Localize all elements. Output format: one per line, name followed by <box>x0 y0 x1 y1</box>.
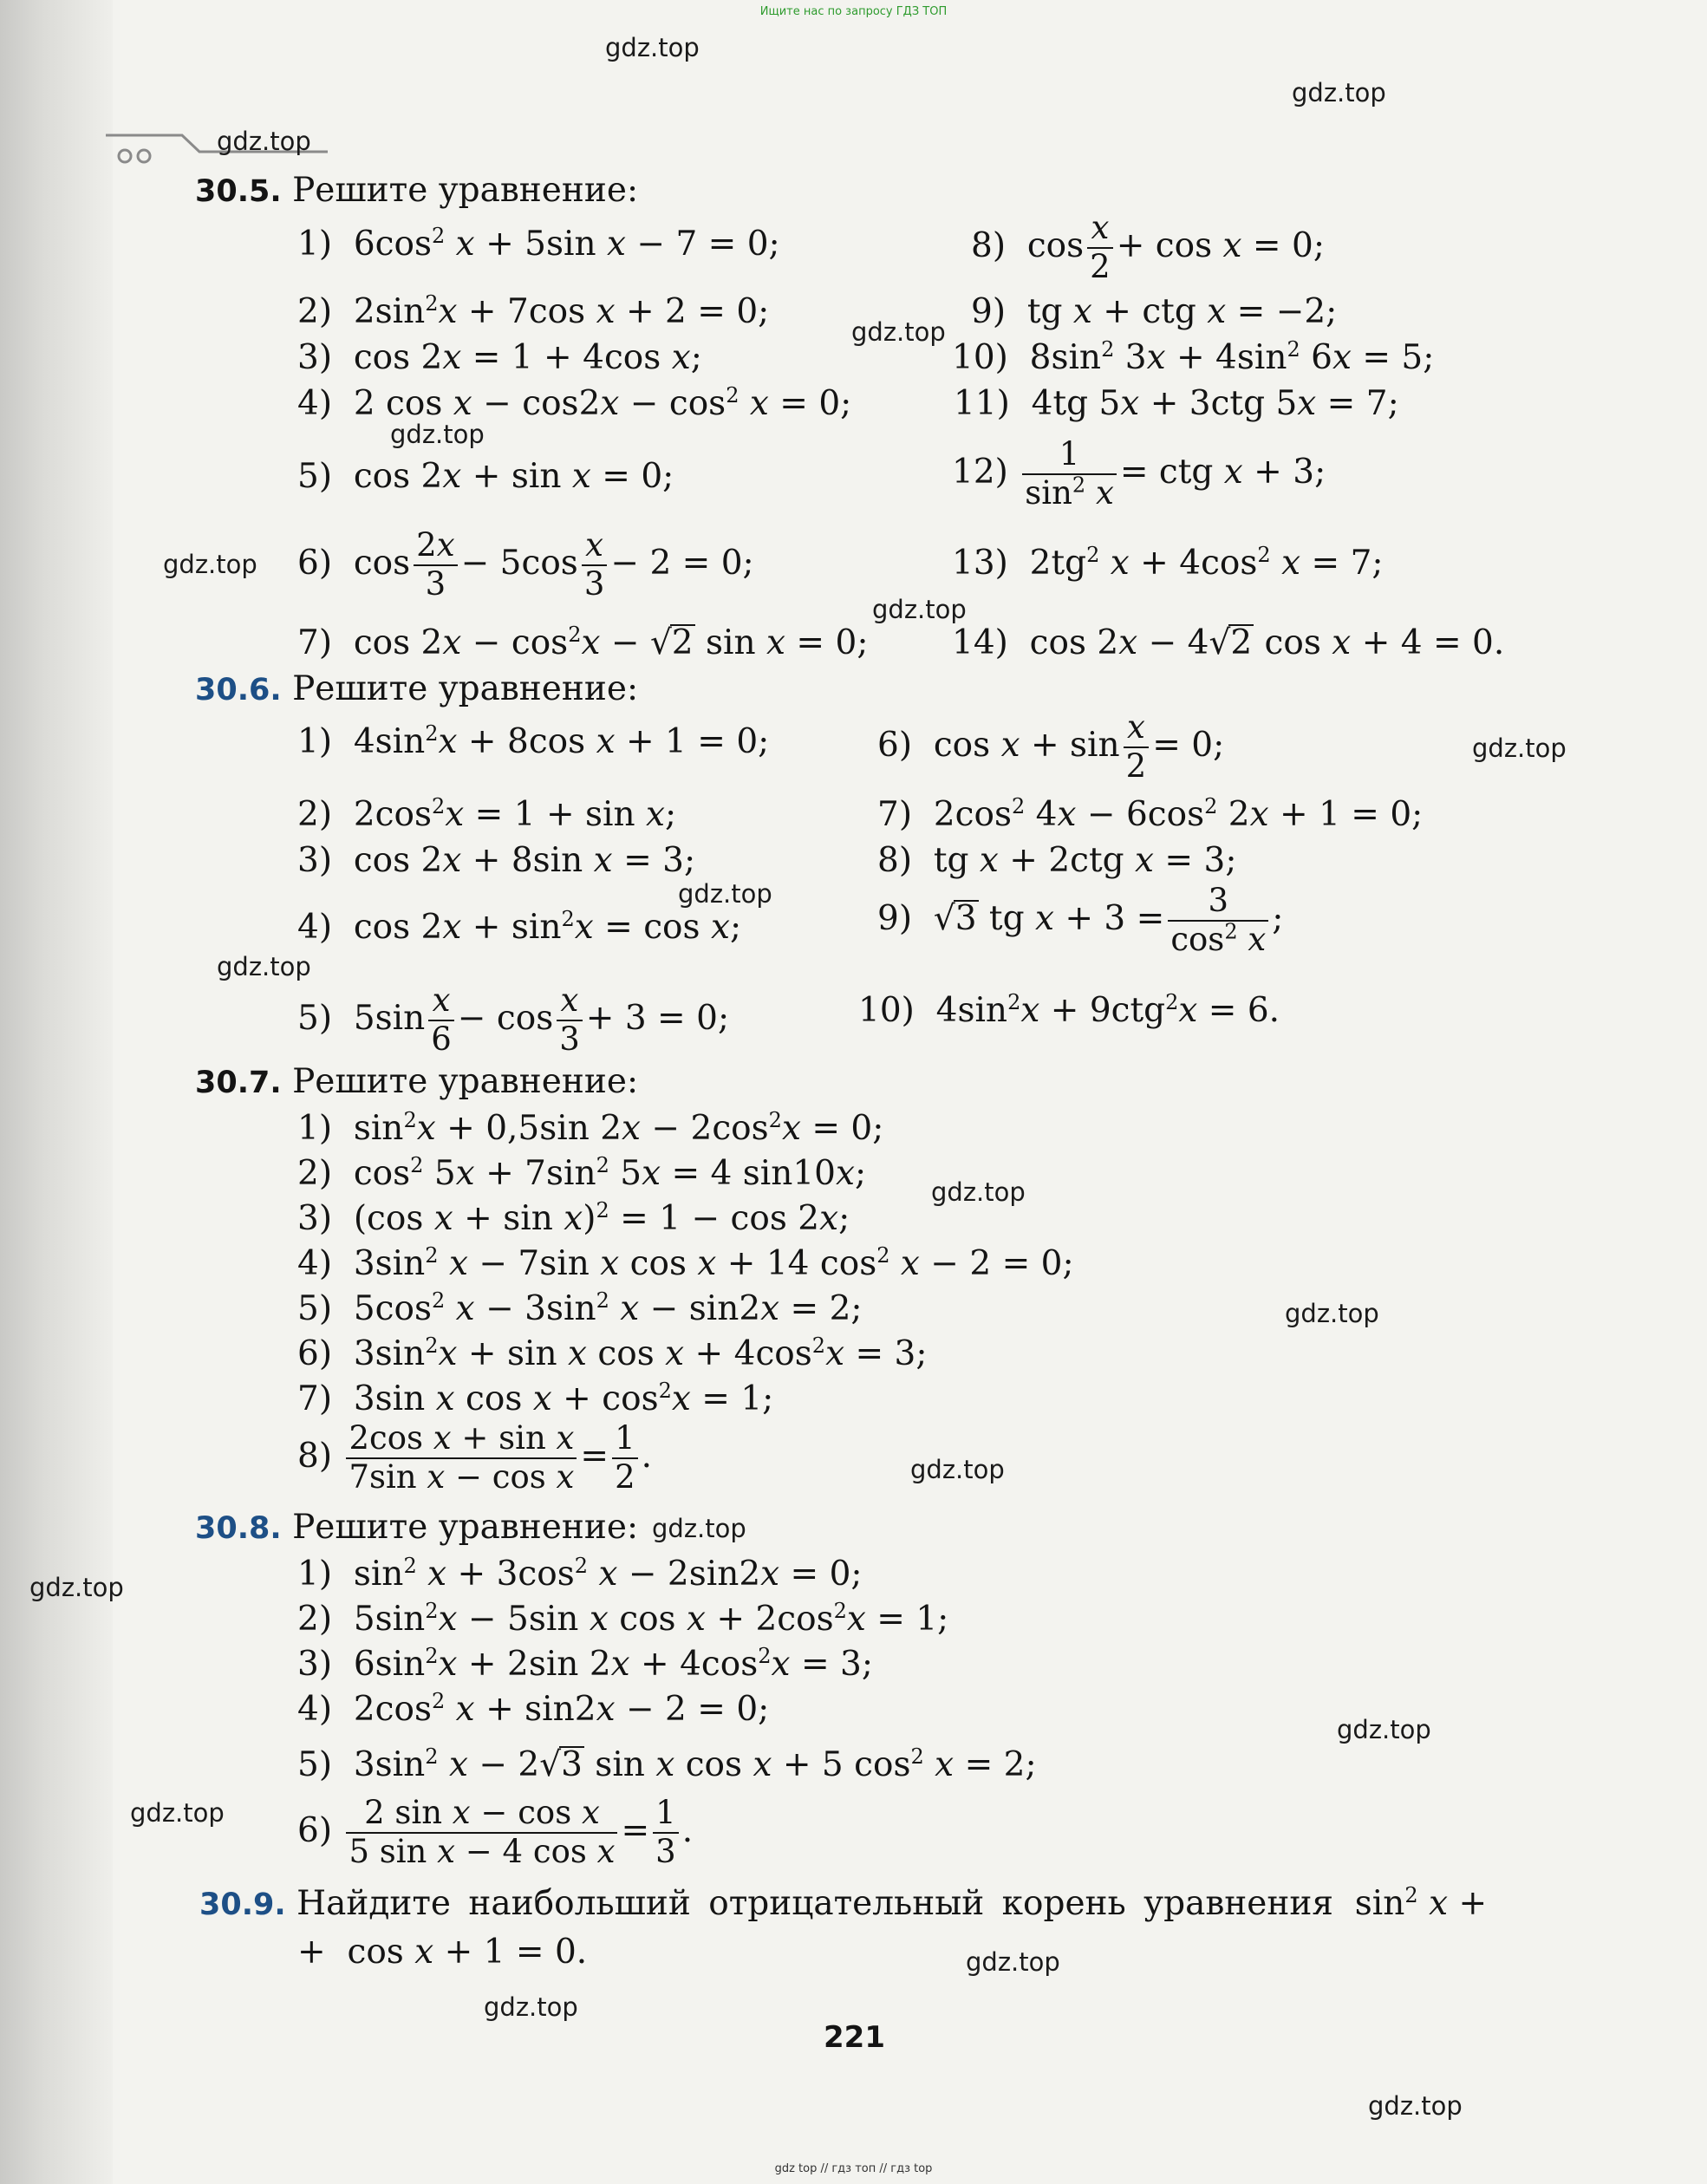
equation-item: 3) cos 2x = 1 + 4cos x; <box>297 338 702 377</box>
equation-item: 5) $5\cos^2$ $x - 3\sin^2$ x − sin2x = 2; <box>297 1288 863 1328</box>
equation-item: 4) $3\sin^2$ x − 7sin x cos x + 14 $\cos^2 x - 2 = 0$; <box>297 1243 1074 1283</box>
equation-item: 12) $\frac{1}{\sin^2 x}$ = ctg x + 3; <box>952 435 1326 512</box>
equation-item: 4) $2\cos^2$ x + sin2x − 2 = 0; <box>297 1689 770 1729</box>
section-30-6-heading: 30.6. Решите уравнение: <box>195 669 639 708</box>
equation-item: 8) $\frac{\text{2cos x + sin x}}{\text{7sin x − cos x}}$ = $\frac{1}{2}$ . <box>297 1419 653 1496</box>
watermark: gdz.top <box>484 1992 578 2022</box>
equation-item: 9) √3 tg x + 3 = $\frac{3}{\cos^2 x}$ ; <box>877 882 1284 958</box>
equation-item: 7) $2\cos^2$ $4x - 6\cos^2$ 2x + 1 = 0; <box>877 794 1424 834</box>
equation-item: 9) tg x + ctg x = −2; <box>971 292 1338 331</box>
equation-item: 10) $4\sin^2x + 9ctg^2x = 6$. <box>858 990 1280 1030</box>
equation-item: 1) $6\cos^2$ x + 5sin x − 7 = 0; <box>297 224 780 264</box>
watermark: gdz.top <box>390 420 485 449</box>
equation-item: 1) $\sin^2 x + 3\cos^2$ x − 2sin2x = 0; <box>297 1554 863 1594</box>
equation-item: 6) $3\sin^2x + \sin x$ $\cos x + 4\cos^2x = 3$; <box>297 1333 928 1373</box>
equation-item: 6) $\frac{\text{2 sin x − cos x}}{\text{5 sin x − 4 cos x}}$ = $\frac{1}{3}$ . <box>297 1794 694 1870</box>
problem-number: 30.8 <box>195 1511 270 1546</box>
watermark: gdz.top <box>29 1573 124 1602</box>
equation-item: 8) tg x + 2ctg x = 3; <box>877 841 1237 880</box>
watermark: gdz.top <box>931 1177 1026 1207</box>
page-number: 221 <box>824 2020 885 2055</box>
equation-item: + cos x + 1 = 0. <box>297 1933 588 1972</box>
equation-item: 2) $5\sin^2x - 5\sin$ x $\cos x + 2\cos^2x = 1$; <box>297 1599 949 1639</box>
watermark: gdz.top <box>910 1455 1005 1484</box>
problem-title: Решите уравнение: <box>292 1062 639 1101</box>
problem-number: 30.6 <box>195 673 270 707</box>
equation-item: 6) cos $\frac{2x}{3}$ − 5cos $\frac{x}{3}$ − 2 = 0; <box>297 526 754 603</box>
watermark: gdz.top <box>872 595 967 624</box>
bottom-note: gdz top // гдз топ // гдз top <box>774 2162 933 2175</box>
equation-item: 4) 2 $\cos x - \cos 2x - \cos^2 x = 0$; <box>297 383 852 423</box>
watermark: gdz.top <box>1337 1715 1431 1744</box>
watermark: gdz.top <box>1285 1299 1379 1328</box>
equation-item: 3) (cos x + sin x)$^2$ = 1 − cos 2x; <box>297 1198 850 1238</box>
equation-item: 2) $2\sin^2x + 7\cos$ x + 2 = 0; <box>297 291 770 331</box>
equation-item: 11) 4tg 5x + 3ctg 5x = 7; <box>954 384 1399 423</box>
watermark: gdz.top <box>605 33 700 62</box>
watermark: gdz.top <box>163 550 257 579</box>
book-spine-shadow <box>0 0 113 2184</box>
top-search-note: Ищите нас по запросу ГДЗ ТОП <box>759 5 948 18</box>
equation-item: 10) $8\sin^2$ $3x + 4\sin^2$ 6x = 5; <box>952 337 1435 377</box>
problem-title: Найдите наибольший отрицательный корень уравнения <box>296 1884 1333 1923</box>
problem-title: Решите уравнение: <box>292 669 639 708</box>
equation-item: 5) $3\sin^2$ x − 2√3 sin x cos x + 5 $\cos^2 x = 2$; <box>297 1744 1037 1784</box>
equation-item: 7) 3sin x $\cos x + \cos^2x = 1$; <box>297 1379 774 1418</box>
equation-item: 8) cos $\frac{x}{2}$ + cos x = 0; <box>971 209 1325 285</box>
section-30-8-heading: 30.8. Решите уравнение: <box>195 1508 639 1547</box>
equation-item: 14) cos 2x − 4√2 cos x + 4 = 0. <box>952 623 1505 662</box>
watermark: gdz.top <box>1292 78 1386 108</box>
problem-title: Решите уравнение: <box>292 1508 639 1547</box>
equation-item: 13) $2tg^2$ $x + 4\cos^2$ x = 7; <box>952 543 1384 583</box>
watermark: gdz.top <box>851 317 946 347</box>
equation-item: 2) $\cos^2 5x + 7\sin^2$ 5x = 4 sin10x; <box>297 1153 867 1193</box>
equation-item: 6) cos x + sin $\frac{x}{2}$ = 0; <box>877 708 1225 785</box>
watermark: gdz.top <box>217 952 311 981</box>
problem-number: 30.7 <box>195 1066 270 1100</box>
equation-item: 1) $\sin^2x + 0,5\sin$ $2x - 2\cos^2x = 0$; <box>297 1108 884 1148</box>
watermark: gdz.top <box>966 1947 1060 1977</box>
problem-number: 30.5 <box>195 174 270 209</box>
watermark: gdz.top <box>130 1798 225 1828</box>
equation-item: 3) $6\sin^2x + 2\sin$ $2x + 4\cos^2x = 3$; <box>297 1644 873 1684</box>
problem-number: 30.9 <box>199 1887 275 1922</box>
section-30-7-heading: 30.7. Решите уравнение: <box>195 1062 639 1101</box>
watermark: gdz.top <box>1472 733 1567 763</box>
equation-item: 3) cos 2x + 8sin x = 3; <box>297 841 696 880</box>
watermark: gdz.top <box>1368 2091 1463 2121</box>
watermark: gdz.top <box>652 1514 746 1543</box>
equation-item: 5) cos 2x + sin x = 0; <box>297 457 674 496</box>
equation-item: 5) 5sin $\frac{x}{6}$ − cos $\frac{x}{3}$ + 3 = 0; <box>297 981 730 1058</box>
section-30-9-heading: 30.9. Найдите наибольший отрицательный корень уравнения $\sin^2 x$ + <box>199 1883 1488 1923</box>
equation-item: 2) $2\cos^2x = 1 + \sin x$; <box>297 794 677 834</box>
equation-item: 1) $4\sin^2x + 8\cos$ x + 1 = 0; <box>297 721 770 761</box>
equation-item: 4) $\cos 2x + \sin^2x = \cos x$; <box>297 907 742 947</box>
problem-title: Решите уравнение: <box>292 171 639 210</box>
watermark: gdz.top <box>678 879 772 909</box>
section-30-5-heading: 30.5. Решите уравнение: <box>195 171 639 210</box>
equation-item: 7) $\cos 2x - \cos^2x - √2$ sin x = 0; <box>297 623 869 662</box>
watermark: gdz.top <box>217 127 311 156</box>
